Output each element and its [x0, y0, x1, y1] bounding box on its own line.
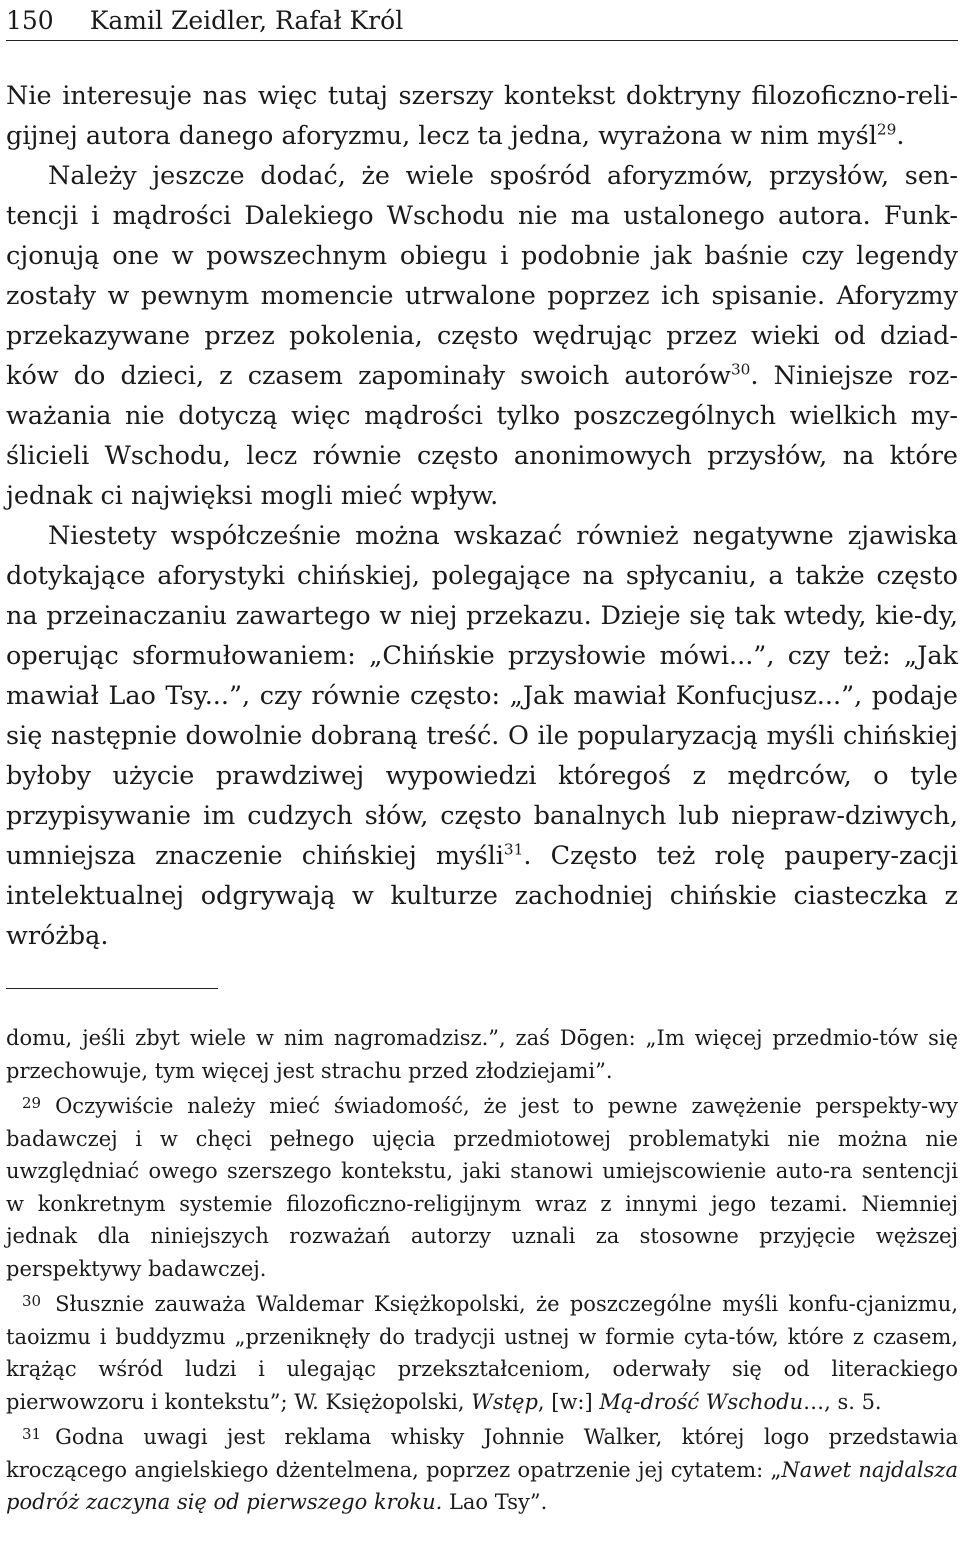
footnote-29 [6, 1087, 958, 1285]
paragraph-2 [6, 156, 958, 516]
footnotes [6, 1022, 958, 1519]
footnote-30-italic-title: Wstęp [471, 1389, 538, 1414]
footnote-30-number: 30 [22, 1292, 42, 1310]
footnote-ref-29[interactable]: 29 [876, 120, 897, 139]
paragraph-1-text-a: Nie interesuje nas więc tutaj szerszy kontekst doktryny filozoficzno-reli-gijnej autora danego aforyzmu, lecz ta jedna, wyrażona w nim myśl [6, 81, 958, 151]
paragraph-3 [6, 516, 958, 956]
footnote-30-text-a: Słusznie zauważa Waldemar Księżkopolski, że poszczególne myśli konfu-cjanizmu, taoizmu i buddyzmu „przeniknęły do tradycji ustnej w formie cyta-tów, które z czasem, krążąc wśród ludzi i ulegając przekształceniom, oderwały się od literackiego pierwowzoru i kontekstu”; W. Księżopolski, [6, 1292, 958, 1414]
footnote-31-text-a: Godna uwagi jest reklama whisky Johnnie Walker, której logo przedstawia kroczącego angielskiego dżentelmena, poprzez opatrzenie jej cytatem: „ [6, 1425, 958, 1482]
running-header [6, 2, 958, 41]
paragraph-1 [6, 76, 958, 156]
running-head-authors: Kamil Zeidler, Rafał Król [89, 6, 404, 35]
footnote-31-number: 31 [22, 1425, 42, 1443]
footnote-31 [6, 1418, 958, 1519]
paragraph-2-text-a: Należy jeszcze dodać, że wiele spośród aforyzmów, przysłów, sen-tencji i mądrości Dalekiego Wschodu nie ma ustalonego autora. Funk-cjonują one w powszechnym obiegu i podobnie jak baśnie czy legendy zostały w pewnym momencie utrwalone poprzez ich spisanie. Aforyzmy przekazywane przez pokolenia, często wędrując przez wieki od dziad-ków do dzieci, z czasem zapominały swoich autorów [6, 161, 958, 391]
footnote-30 [6, 1285, 958, 1418]
footnote-30-text-c: …, s. 5. [803, 1389, 882, 1414]
footnote-31-text-b: Lao Tsy”. [442, 1490, 548, 1514]
main-text [6, 76, 958, 956]
footnote-continuation: domu, jeśli zbyt wiele w nim nagromadzisz.”, zaś Dōgen: „Im więcej przedmio-tów się przechowuje, tym więcej jest strachu przed złodziejami”. [6, 1026, 958, 1083]
paragraph-1-text-b: . [896, 121, 905, 151]
footnote-30-italic-book: Mą-drość Wschodu [599, 1389, 804, 1414]
page-number: 150 [6, 6, 54, 35]
footnote-separator [6, 988, 218, 989]
footnote-30-text-b: , [w:] [537, 1389, 600, 1414]
footnote-29-number: 29 [22, 1094, 42, 1112]
footnote-31-italic-quote: Nawet najdalsza podróż zaczyna się od pierwszego kroku. [6, 1457, 958, 1514]
paragraph-2-text-b: . Niniejsze roz-ważania nie dotyczą więc mądrości tylko poszczególnych wielkich my-ślicieli Wschodu, lecz równie często anonimowych przysłów, na które jednak ci najwięksi mogli mieć wpływ. [6, 361, 958, 511]
footnote-ref-30[interactable]: 30 [730, 360, 751, 379]
footnote-ref-31[interactable]: 31 [503, 840, 524, 859]
paragraph-3-text-b: . Często też rolę paupery-zacji intelektualnej odgrywają w kulturze zachodniej chińskie ciasteczka z wróżbą. [6, 841, 958, 951]
footnote-29-text: Oczywiście należy mieć świadomość, że jest to pewne zawężenie perspekty-wy badawczej i w chęci pełnego ujęcia przedmiotowej problematyki nie można nie uwzględniać owego szerszego kontekstu, jaki stanowi umiejscowienie auto-ra sentencji w konkretnym systemie filozoficzno-religijnym wraz z innymi jego tezami. Niemniej jednak dla niniejszych rozważań autorzy uznali za stosowne przyjęcie węższej perspektywy badawczej. [6, 1094, 958, 1281]
paragraph-3-text-a: Niestety współcześnie można wskazać również negatywne zjawiska dotykające aforystyki chińskiej, polegające na spłycaniu, a także często na przeinaczaniu zawartego w niej przekazu. Dzieje się tak wtedy, kie-dy, operując sformułowaniem: „Chińskie przysłowie mówi...”, czy też: „Jak mawiał Lao Tsy...”, czy równie często: „Jak mawiał Konfucjusz...”, podaje się następnie dowolnie dobraną treść. O ile popularyzacją myśli chińskiej byłoby użycie prawdziwej wypowiedzi któregoś z mędrców, o tyle przypisywanie im cudzych słów, często banalnych lub niepraw-dziwych, umniejsza znaczenie chińskiej myśli [6, 521, 958, 871]
